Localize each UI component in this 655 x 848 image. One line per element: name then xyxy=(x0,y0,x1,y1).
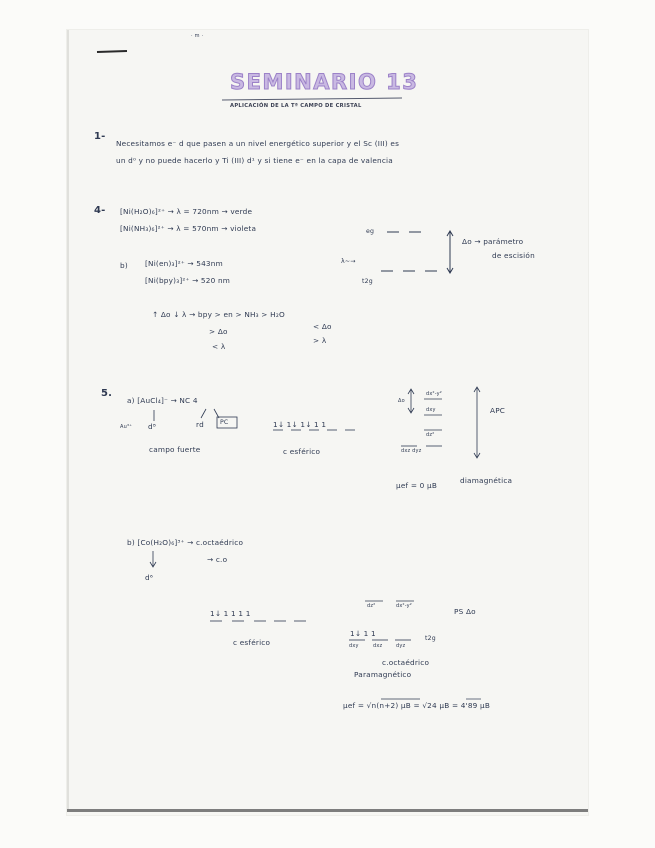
q4-lt-do: < Δo xyxy=(313,322,332,331)
q4-do-param: Δo → parámetro xyxy=(462,237,524,246)
q5a-do-small: Δo xyxy=(398,398,405,404)
q5a-d8: d⁸ xyxy=(148,422,156,431)
q5b-eg-dz2: dz² xyxy=(367,603,376,609)
q5b-ueff: μef = √n(n+2) μB = √24 μB = 4'89 μB xyxy=(343,701,491,710)
q4-line2: [Ni(NH₃)₆]²⁺ → λ = 570nm → violeta xyxy=(120,224,257,233)
q4-b1: [Ni(en)₃]²⁺ → 543nm xyxy=(145,259,223,268)
q5b-c-esferico: c esférico xyxy=(233,638,271,647)
q4-gt-do: > Δo xyxy=(209,327,228,336)
q5b-t2g-dxy: dxy xyxy=(349,643,359,649)
q5b-c-octaedrico: c.octaédrico xyxy=(382,658,430,667)
q5a-dxz-dyz: dxz dyz xyxy=(401,448,422,454)
q5a-pc: PC xyxy=(220,419,229,426)
q5a-diamagnetico: diamagnética xyxy=(460,476,513,485)
q5b-t2g-row: 1↓ 1 1 xyxy=(350,629,376,638)
q1-line2: un d⁰ y no puede hacerlo y Ti (III) d¹ y si tiene e⁻ en la capa de valencia xyxy=(116,156,393,165)
q5b-t2g-label: t2g xyxy=(425,635,436,642)
q4-line1: [Ni(H₂O)₆]²⁺ → λ = 720nm → verde xyxy=(120,207,253,216)
page-subtitle: APLICACIÓN DE LA Tª CAMPO DE CRISTAL xyxy=(230,103,362,109)
q5b-ps-do: PS Δo xyxy=(454,607,476,616)
q5a-au: Au³⁺ xyxy=(120,424,133,430)
q4-b-label: b) xyxy=(120,261,128,270)
q4-do-param2: de escisión xyxy=(492,251,535,260)
q4-eg-label: eg xyxy=(366,228,375,235)
q4-gt-lambda: > λ xyxy=(313,336,327,345)
q5b-co: → c.o xyxy=(207,555,228,564)
q5b-d6: d⁶ xyxy=(145,573,153,582)
q4-lambda-wave: λ~→ xyxy=(341,258,356,265)
q5b-t2g-dyz: dyz xyxy=(396,643,406,649)
q5b-t2g-dxz: dxz xyxy=(373,643,383,649)
q5a-dx2y2: dx²-y² xyxy=(426,391,443,397)
q5a-rd: rd xyxy=(196,420,204,429)
q5b-paramagnetico: Paramagnético xyxy=(354,670,412,679)
q5b-complex: b) [Co(H₂O)₆]³⁺ → c.octaédrico xyxy=(127,538,244,547)
q5b-config: 1↓ 1 1 1 1 xyxy=(210,609,251,618)
q5a-ueff: μef = 0 μB xyxy=(396,481,438,490)
q5a-campo-fuerte: campo fuerte xyxy=(149,445,201,454)
q4-number: 4- xyxy=(94,205,106,216)
q5a-apc: APC xyxy=(490,406,506,415)
q1-number: 1- xyxy=(94,131,106,142)
q4-t2g-label: t2g xyxy=(362,278,373,285)
page-title: SEMINARIO 13 xyxy=(230,70,419,94)
page-marks: · m · xyxy=(191,33,204,39)
q4-lt-lambda: < λ xyxy=(212,342,226,351)
q5a-dz2: dz² xyxy=(426,432,435,438)
q5a-c-esferico: c esférico xyxy=(283,447,321,456)
q5a-complex: a) [AuCl₄]⁻ → NC 4 xyxy=(127,396,198,405)
q5a-dxy: dxy xyxy=(426,407,436,413)
q1-line1: Necesitamos e⁻ d que pasen a un nivel energético superior y el Sc (III) es xyxy=(116,139,400,148)
q4-order: ↑ Δo ↓ λ → bpy > en > NH₃ > H₂O xyxy=(152,310,285,319)
q5-number: 5. xyxy=(101,388,113,399)
q5b-eg-dx2y2: dx²-y² xyxy=(396,603,413,609)
q4-b2: [Ni(bpy)₃]²⁺ → 520 nm xyxy=(145,276,231,285)
q5a-config: 1↓ 1↓ 1↓ 1 1 xyxy=(273,420,327,429)
